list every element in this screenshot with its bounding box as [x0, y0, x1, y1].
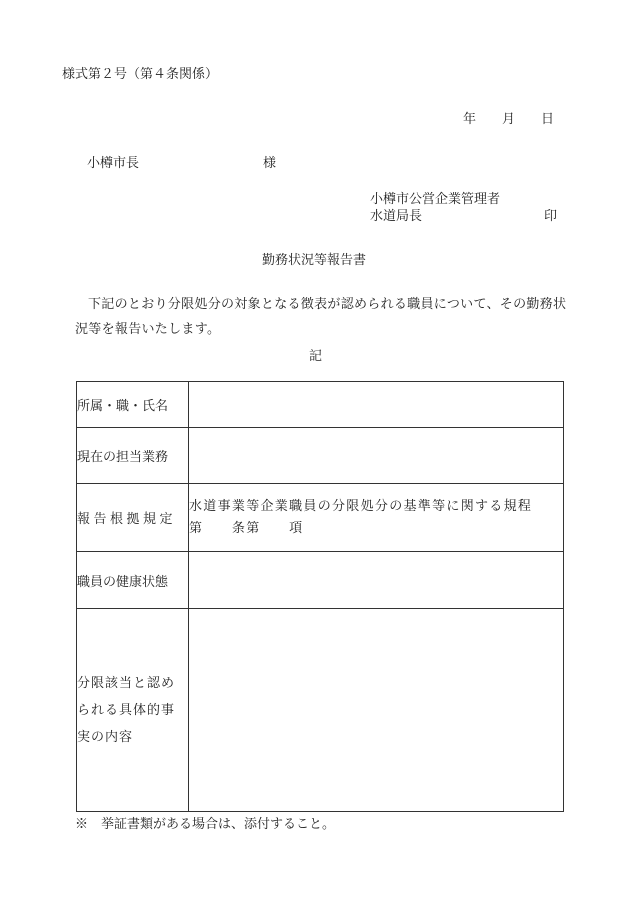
seal-mark: 印	[544, 209, 558, 224]
date-year: 年	[463, 112, 477, 127]
body-text-line2: 況等を報告いたします。	[75, 322, 221, 337]
table-row	[77, 428, 564, 484]
row-label	[77, 609, 189, 812]
row-label: 報告根拠規定	[77, 484, 189, 552]
row-label-line: 分限該当と認め	[77, 675, 176, 691]
body-text-line1: 下記のとおり分限処分の対象となる徴表が認められる職員について、その勤務状	[88, 297, 567, 312]
table-row	[77, 484, 564, 552]
row-label-line: られる具体的事	[77, 702, 176, 718]
row-label: 現在の担当業務	[77, 428, 189, 484]
row-value-field[interactable]	[189, 382, 564, 428]
footer-note: ※ 挙証書類がある場合は、添付すること。	[75, 817, 336, 832]
sender-title: 小樽市公営企業管理者	[370, 192, 501, 207]
row-value-field[interactable]	[189, 484, 564, 552]
table-row	[77, 552, 564, 609]
ki-heading: 記	[309, 349, 323, 364]
date-line	[463, 113, 554, 126]
row-label: 職員の健康状態	[77, 552, 189, 609]
table-row	[77, 609, 564, 812]
date-day: 日	[541, 112, 555, 127]
row-value-field[interactable]	[189, 609, 564, 812]
basis-regulation-text: 水道事業等企業職員の分限処分の基準等に関する規程	[189, 498, 533, 514]
addressee-honorific: 様	[263, 156, 277, 171]
form-number: 様式第２号（第４条関係）	[62, 67, 219, 82]
sender-name: 水道局長	[370, 209, 423, 224]
table-row	[77, 382, 564, 428]
report-table	[76, 381, 564, 812]
row-value-field[interactable]	[189, 428, 564, 484]
basis-article-text: 第 条第 項	[189, 520, 304, 536]
addressee-name: 小樽市長	[87, 156, 140, 171]
date-month: 月	[502, 112, 516, 127]
document-title: 勤務状況等報告書	[262, 253, 367, 268]
row-label: 所属・職・氏名	[77, 382, 189, 428]
row-label-line: 実の内容	[77, 729, 134, 745]
row-value-field[interactable]	[189, 552, 564, 609]
